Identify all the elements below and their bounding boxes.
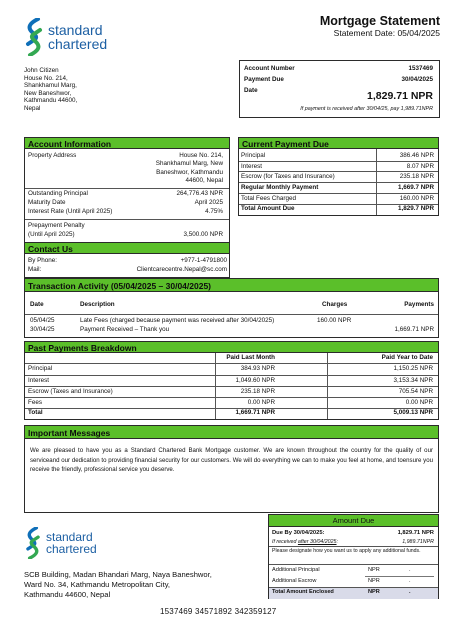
property-address-line: Baneshwor, Kathmandu (156, 168, 223, 176)
account-number-label: Account Number (244, 65, 295, 72)
mail-label: Mail: (28, 266, 42, 273)
pp-row-last: 1,049.60 NPR (235, 377, 275, 384)
contact-header: Contact Us (24, 242, 230, 254)
property-address-line: Shankhamul Marg, New (155, 160, 223, 168)
divider (25, 375, 438, 376)
cp-escrow-value: 235.18 NPR (399, 173, 434, 180)
if-received-label (272, 538, 338, 546)
divider (239, 161, 438, 162)
tx-col-payments: Payments (404, 301, 434, 308)
property-address-value (156, 152, 223, 185)
transaction-activity-section (24, 278, 439, 338)
account-summary-box (239, 60, 440, 118)
if-received-label-date: after 30/04/2025 (297, 539, 337, 545)
customer-address-line: Kathmandu 44600, (24, 97, 78, 105)
amount-due-slip (268, 514, 439, 599)
pp-total-label: Total (28, 409, 43, 416)
divider (269, 564, 438, 565)
divider (25, 188, 229, 189)
cp-regular-payment-value: 1,669.7 NPR (397, 184, 434, 191)
statement-title: Mortgage Statement (319, 14, 440, 28)
pp-row-label: Fees (28, 399, 42, 406)
pp-row-last: 384.93 NPR (240, 365, 275, 372)
total-enclosed-input[interactable]: . (409, 589, 411, 595)
account-number-value: 1537469 (408, 65, 433, 72)
cp-principal-value: 386.46 NPR (399, 152, 434, 159)
tx-row-description: Late Fees (charged because payment was received after 30/04/2025) (80, 317, 275, 324)
pp-row-label: Principal (28, 365, 53, 372)
payment-due-value: 30/04/2025 (401, 76, 433, 83)
current-payment-header: Current Payment Due (238, 137, 439, 149)
prepayment-penalty-label: (Until April 2025) (28, 231, 75, 238)
prepayment-penalty-value: 3,500.00 NPR (183, 231, 223, 238)
pp-col-ytd: Paid Year to Date (381, 354, 433, 361)
additional-principal-unit: NPR (368, 567, 380, 573)
date-label: Date (244, 87, 258, 94)
additional-principal-input[interactable]: . (409, 567, 411, 573)
important-messages-body: We are pleased to have you as a Standard Chartered Bank Mortgage customer. We are known throughout the country for the quality of our serviceand our dedication to providing financial security for our customers. We will do everything we can to make you feel at home, and toensure you receive the friendly, professional service you deserve. (30, 447, 433, 474)
transaction-activity-header: Transaction Activity (05/04/2025 – 30/04/2025) (24, 278, 439, 292)
phone-label: By Phone: (28, 257, 58, 264)
divider (239, 193, 438, 194)
customer-address (24, 67, 77, 113)
if-received-label-pre: If received (272, 539, 298, 545)
divider (25, 363, 438, 364)
interest-rate-label: Interest Rate (Until April 2025) (28, 208, 113, 215)
footer-address-line: Kathmandu 44600, Nepal (24, 590, 111, 599)
pp-col-last-month: Paid Last Month (226, 354, 275, 361)
prepayment-penalty-label: Prepayment Penalty (28, 222, 85, 229)
past-payments-section (24, 341, 439, 420)
divider (25, 397, 438, 398)
amount-due-value: 1,829.71 NPR (367, 90, 433, 102)
tx-col-date: Date (30, 301, 44, 308)
customer-address-line: House No. 214, (24, 74, 68, 82)
brand-name-line1: standard (48, 22, 103, 38)
cp-escrow-label: Escrow (for Taxes and Insurance) (241, 173, 335, 180)
phone-number[interactable]: +977-1-4791800 (180, 257, 227, 264)
due-by-value: 1,829.71 NPR (397, 530, 434, 536)
account-information-header: Account Information (24, 137, 230, 149)
brand-name-line1: standard (46, 530, 93, 544)
footer-brand-logo (24, 527, 134, 559)
cp-principal-label: Principal (241, 152, 266, 159)
pp-row-ytd: 1,150.25 NPR (393, 365, 433, 372)
pp-row-ytd: 0.00 NPR (405, 399, 433, 406)
important-messages-section (24, 425, 439, 513)
customer-address-line: Nepal (24, 104, 41, 112)
maturity-date-label: Maturity Date (28, 199, 66, 206)
customer-name: John Citizen (24, 67, 59, 74)
additional-escrow-unit: NPR (368, 578, 380, 584)
additional-escrow-label: Additional Escrow (272, 578, 317, 584)
property-address-line: 44600, Nepal (185, 176, 223, 184)
standard-chartered-logo-icon (24, 527, 42, 559)
tx-row-charges: 160.00 NPR (317, 317, 352, 324)
divider (25, 219, 229, 220)
past-payments-header: Past Payments Breakdown (24, 341, 439, 353)
statement-date: Statement Date: 05/04/2025 (333, 28, 440, 38)
if-received-value: 1,989.71NPR (402, 539, 434, 545)
additional-funds-note: Please designate how you want us to apply any additional funds. (272, 548, 421, 554)
pp-row-ytd: 705.54 NPR (398, 388, 433, 395)
footer-address (24, 570, 212, 600)
pp-total-ytd: 5,009.13 NPR (393, 409, 433, 416)
cp-interest-value: 8.07 NPR (406, 163, 434, 170)
pp-row-label: Escrow (Taxes and Insurance) (28, 388, 113, 395)
current-payment-section (238, 137, 439, 216)
amount-due-header: Amount Due (269, 515, 438, 527)
divider (239, 171, 438, 172)
brand-name-line2: chartered (46, 542, 97, 556)
pp-row-last: 0.00 NPR (247, 399, 275, 406)
tx-row-date: 30/04/25 (30, 326, 55, 333)
pp-total-last: 1,669.71 NPR (235, 409, 275, 416)
customer-address-line: New Baneshwor, (24, 89, 72, 97)
additional-escrow-input[interactable]: . (409, 578, 411, 584)
additional-principal-underline (365, 576, 434, 577)
footer-reference-codes: 1537469 34571892 342359127 (160, 607, 277, 616)
due-by-label: Due By 30/04/2025: (272, 530, 325, 536)
tx-row-date: 05/04/25 (30, 317, 55, 324)
pp-row-ytd: 3,153.34 NPR (393, 377, 433, 384)
account-information-section (24, 137, 230, 243)
pp-row-last: 235.18 NPR (240, 388, 275, 395)
footer-address-line: Ward No. 34, Kathmandu Metropolitan City, (24, 580, 171, 589)
late-payment-note: If payment is received after 30/04/25, pay 1,989.71NPR (300, 106, 433, 112)
cp-fees-value: 160.00 NPR (399, 195, 434, 202)
property-address-label: Property Address (28, 152, 77, 159)
payment-due-label: Payment Due (244, 76, 284, 83)
outstanding-principal-label: Outstanding Principal (28, 190, 88, 197)
cp-total-label: Total Amount Due (241, 205, 295, 212)
divider (269, 546, 438, 547)
if-received-label-post: : (336, 539, 338, 545)
cp-interest-label: Interest (241, 163, 262, 170)
divider (239, 182, 438, 183)
mail-address[interactable]: Clientcarecentre.Nepal@sc.com (136, 266, 227, 273)
important-messages-header: Important Messages (24, 425, 439, 439)
contact-section (24, 242, 230, 278)
pp-row-label: Interest (28, 377, 49, 384)
brand-logo (24, 18, 134, 56)
brand-name-line2: chartered (48, 36, 108, 52)
cp-fees-label: Total Fees Charged (241, 195, 296, 202)
property-address-line: House No. 214, (179, 152, 223, 159)
additional-principal-label: Additional Principal (272, 567, 320, 573)
outstanding-principal-value: 264,776.43 NPR (176, 190, 223, 197)
maturity-date-value: April 2025 (194, 199, 223, 206)
total-enclosed-unit: NPR (368, 589, 380, 595)
total-enclosed-label: Total Amount Enclosed (272, 589, 334, 595)
tx-row-description: Payment Received – Thank you (80, 326, 170, 333)
interest-rate-value: 4.75% (205, 208, 223, 215)
divider (25, 408, 438, 409)
cp-regular-payment-label: Regular Monthly Payment (241, 184, 319, 191)
tx-col-description: Description (80, 301, 115, 308)
tx-row-payments: 1,669.71 NPR (394, 326, 434, 333)
cp-total-value: 1,829.7 NPR (397, 205, 434, 212)
standard-chartered-logo-icon (24, 18, 44, 56)
divider (25, 314, 438, 315)
footer-address-line: SCB Building, Madan Bhandari Marg, Naya Baneshwor, (24, 570, 212, 579)
customer-address-line: Shankhamul Marg, (24, 82, 77, 90)
divider (25, 386, 438, 387)
tx-col-charges: Charges (322, 301, 348, 308)
